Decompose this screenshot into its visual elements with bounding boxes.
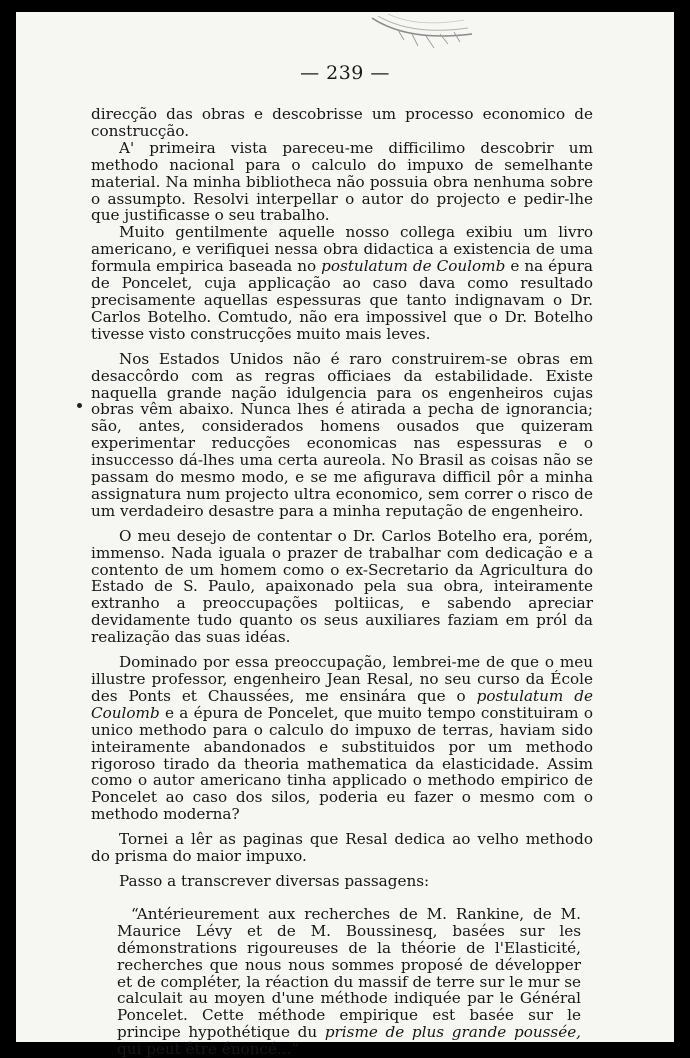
paragraph-7: Tornei a lêr as paginas que Resal dedica ao velho methodo do prisma do maior impuxo. bbox=[91, 830, 593, 866]
paragraph-6-text-b: e a épura de Poncelet, que muito tempo constituiram o unico methodo para o calculo do impuxo de terras, haviam sido inteiramente abandonados e substituidos por um methodo rigoroso tirado da theoria mathematica da elasticidade. Assim como o autor americano tinha applicado o methodo empirico de Poncelet ao caso dos silos, poderia eu fazer o mesmo com o methodo moderna? bbox=[91, 703, 593, 824]
paragraph-3 bbox=[91, 224, 593, 342]
body-text bbox=[91, 106, 593, 1058]
quote-text-b: qui peut être énoncé...” bbox=[117, 1040, 300, 1058]
library-stamp-fragment bbox=[368, 12, 478, 60]
paragraph-6-text-a: Dominado por essa preoccupação, lembrei-me de que o meu illustre professor, engenheiro Jean Resal, no seu curso da École des Ponts et Chaussées, me ensinára que o bbox=[91, 653, 593, 705]
paragraph-2: A' primeira vista pareceu-me difficilimo descobrir um methodo nacional para o calculo do impuxo de semelhante material. Na minha bibliotheca não possuia obra nenhuma sobre o assumpto. Resolvi interpellar o autor do projecto e pedir-lhe que justificasse o seu trabalho. bbox=[91, 138, 593, 225]
document-page bbox=[16, 12, 674, 1058]
margin-dot bbox=[77, 403, 82, 408]
block-quote bbox=[91, 906, 593, 1058]
page-number: — 239 — bbox=[300, 62, 390, 84]
paragraph-3-text-b: e na épura de Poncelet, cuja applicação ao caso dava como resultado precisamente aquellas espessuras que tanto indignavam o Dr. Carlos Botelho. Comtudo, não era impossivel que o Dr. Botelho tivesse visto construcções muito mais leves. bbox=[91, 257, 593, 343]
paragraph-6 bbox=[91, 654, 593, 823]
paragraph-6-italic: postulatum de Coulomb bbox=[91, 686, 593, 722]
quote-italic: prisme de plus grande poussée, bbox=[324, 1023, 582, 1042]
paragraph-3-text-a: Muito gentilmente aquelle nosso collega exibiu um livro americano, e verifiquei nessa obra didactica a existencia de uma formula empirica baseada no bbox=[91, 223, 593, 276]
paragraph-3-italic: postulatum de Coulomb bbox=[321, 257, 506, 276]
paragraph-1: direcção das obras e descobrisse um processo economico de construcção. bbox=[91, 105, 593, 140]
paragraph-4: Nos Estados Unidos não é raro construirem-se obras em desaccôrdo com as regras officiaes da estabilidade. Existe naquella grande nação idulgencia para os engenheiros cujas obras vêm abaixo. Nunca lhes é atirada a pecha de ignorancia; são, antes, considerados homens ousados que quizeram experimentar reducções economicas nas espessuras e o insuccesso dá-lhes uma certa aureola. No Brasil as coisas não se passam do mesmo modo, e se me afigurava difficil pôr a minha assignatura num projecto ultra economico, sem correr o risco de um verdadeiro desastre para a minha reputação de engenheiro. bbox=[91, 349, 593, 520]
quote-text-a: “Antérieurement aux recherches de M. Rankine, de M. Maurice Lévy et de M. Boussinesq, basées sur les démonstrations rigoureuses de la théorie de l'Elasticité, recherches que nous nous sommes proposé de développer et de compléter, la réaction du massif de terre sur le mur se calculait au moyen d'une méthode indiquée par le Général Poncelet. Cette méthode empirique est basée sur le principe hypothétique du bbox=[117, 904, 581, 1042]
paragraph-5: O meu desejo de contentar o Dr. Carlos Botelho era, porém, immenso. Nada iguala o prazer de trabalhar com dedicação e a contento de um homem como o ex-Secretario da Agricultura do Estado de S. Paulo, apaixonado pela sua obra, inteiramente extranho a preoccupações poltiicas, e sabendo apreciar devidamente tudo quanto os seus auxiliares faziam em pról da realização das suas idéas. bbox=[91, 526, 593, 647]
paragraph-8: Passo a transcrever diversas passagens: bbox=[119, 871, 430, 890]
